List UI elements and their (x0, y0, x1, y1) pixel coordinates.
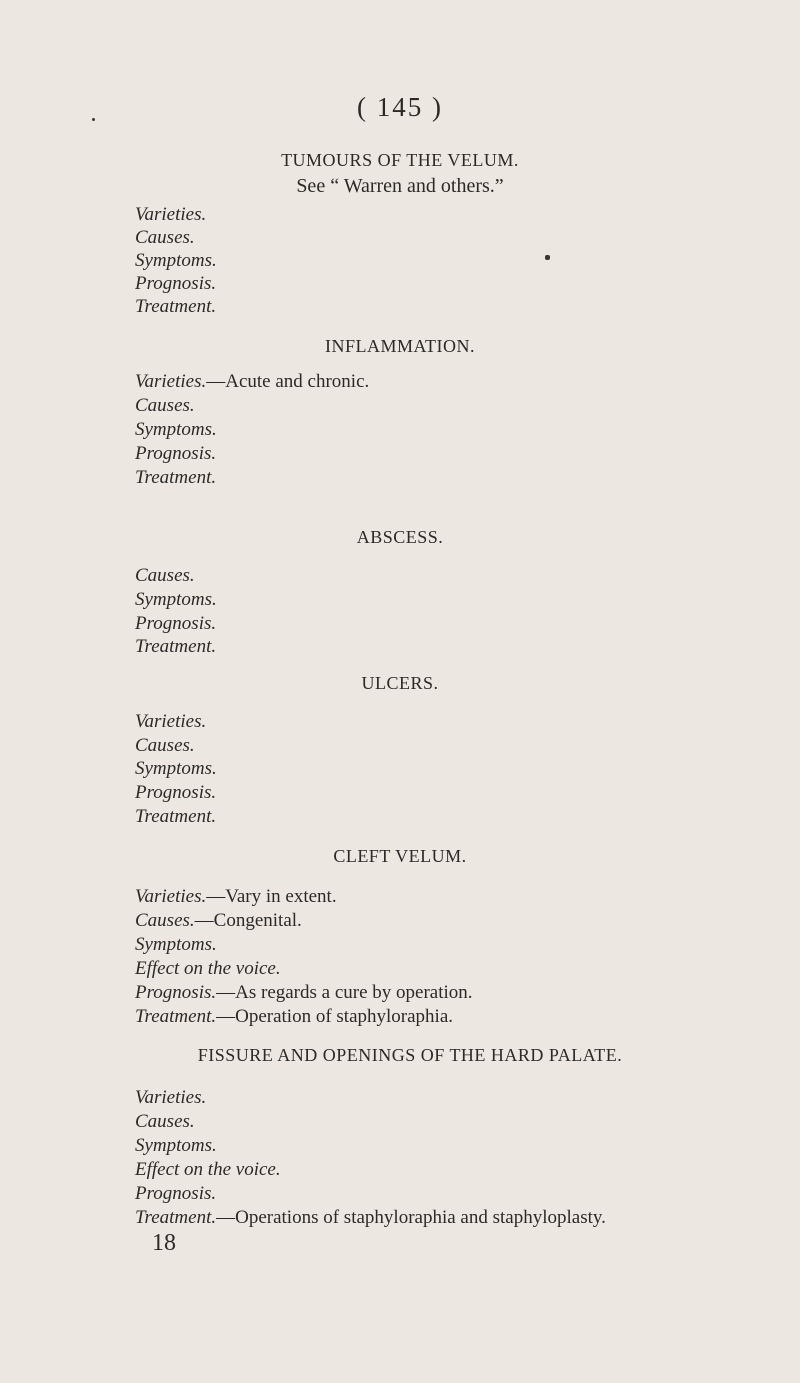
abscess-causes: Causes. (135, 565, 195, 586)
inflammation-symptoms: Symptoms. (135, 419, 217, 440)
cleft-causes-line (135, 910, 302, 932)
cleft-causes-text: —Congenital. (194, 910, 302, 931)
heading-abscess: ABSCESS. (356, 527, 444, 547)
cleft-prognosis-text: —As regards a cure by operation. (216, 982, 473, 1003)
fissure-treatment-label: Treatment. (135, 1207, 217, 1228)
abscess-symptoms: Symptoms. (135, 589, 217, 610)
cleft-causes-label: Causes. (135, 910, 195, 931)
ink-speck (92, 118, 95, 121)
cleft-prognosis-label: Prognosis. (135, 982, 217, 1003)
cleft-treatment-label: Treatment. (135, 1006, 217, 1027)
fissure-symptoms: Symptoms. (135, 1135, 217, 1156)
inflammation-treatment: Treatment. (135, 467, 217, 488)
tumours-treatment: Treatment. (135, 296, 217, 317)
ulcers-symptoms: Symptoms. (135, 758, 217, 779)
fissure-effect-on-voice: Effect on the voice. (135, 1159, 281, 1180)
tumours-prognosis: Prognosis. (135, 273, 217, 294)
signature-mark: 18 (152, 1230, 176, 1256)
tumours-causes: Causes. (135, 227, 195, 248)
fissure-treatment-text: —Operations of staphyloraphia and staphyloplasty. (216, 1207, 606, 1228)
heading-tumours: TUMOURS OF THE VELUM. (281, 150, 519, 170)
cleft-varieties-label: Varieties. (135, 886, 207, 907)
cleft-symptoms: Symptoms. (135, 934, 217, 955)
inflammation-prognosis: Prognosis. (135, 443, 217, 464)
inflammation-causes: Causes. (135, 395, 195, 416)
fissure-treatment-line (135, 1207, 606, 1229)
abscess-treatment: Treatment. (135, 636, 217, 657)
cleft-treatment-text: —Operation of staphyloraphia. (216, 1006, 454, 1027)
inflammation-varieties-label: Varieties. (135, 371, 207, 392)
page-number: ( 145 ) (357, 92, 443, 122)
fissure-causes: Causes. (135, 1111, 195, 1132)
cleft-varieties-line (135, 886, 337, 908)
see-reference: See “ Warren and others.” (296, 175, 504, 197)
cleft-prognosis-line (135, 982, 473, 1004)
heading-fissure: FISSURE AND OPENINGS OF THE HARD PALATE. (197, 1045, 623, 1065)
fissure-prognosis: Prognosis. (135, 1183, 217, 1204)
heading-cleft-velum: CLEFT VELUM. (333, 846, 467, 866)
ulcers-causes: Causes. (135, 735, 195, 756)
ulcers-treatment: Treatment. (135, 806, 217, 827)
cleft-treatment-line (135, 1006, 453, 1028)
cleft-varieties-text: —Vary in extent. (206, 886, 337, 907)
abscess-prognosis: Prognosis. (135, 613, 217, 634)
ulcers-varieties: Varieties. (135, 711, 207, 732)
inflammation-varieties-text: —Acute and chronic. (206, 371, 370, 392)
ulcers-prognosis: Prognosis. (135, 782, 217, 803)
tumours-varieties: Varieties. (135, 204, 207, 225)
inflammation-varieties-line (135, 371, 369, 393)
heading-ulcers: ULCERS. (361, 673, 439, 693)
tumours-symptoms: Symptoms. (135, 250, 217, 271)
fissure-varieties: Varieties. (135, 1087, 207, 1108)
ink-speck (545, 255, 550, 260)
heading-inflammation: INFLAMMATION. (325, 336, 475, 356)
cleft-effect-on-voice: Effect on the voice. (135, 958, 281, 979)
